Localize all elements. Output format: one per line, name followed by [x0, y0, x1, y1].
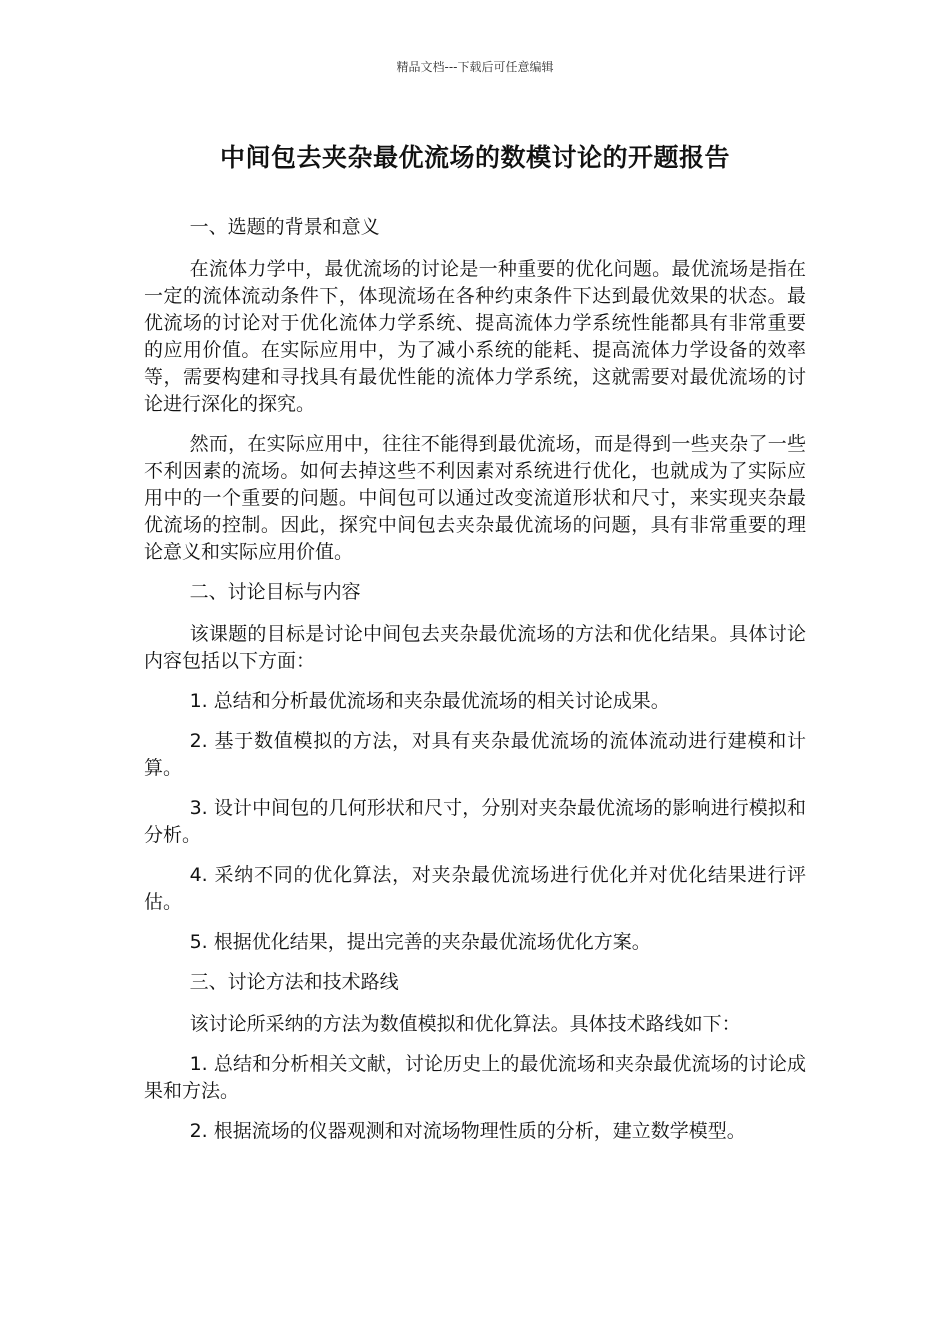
- section-heading-background: 一、选题的背景和意义: [189, 216, 380, 238]
- list-item: 1. 总结和分析最优流场和夹杂最优流场的相关讨论成果。: [189, 690, 670, 712]
- list-item: 5. 根据优化结果，提出完善的夹杂最优流场优化方案。: [189, 931, 651, 953]
- section-heading-goals: 二、讨论目标与内容: [189, 581, 361, 603]
- list-item: 3. 设计中间包的几何形状和尺寸，分别对夹杂最优流场的影响进行模拟和分析。: [144, 797, 806, 846]
- paragraph: 在流体力学中，最优流场的讨论是一种重要的优化问题。最优流场是指在一定的流体流动条件下，体现流场在各种约束条件下达到最优效果的状态。最优流场的讨论对于优化流体力学系统、提高流体力学系统性能都具有非常重要的应用价值。在实际应用中，为了减小系统的能耗、提高流体力学设备的效率等，需要构建和寻找具有最优性能的流体力学系统，这就需要对最优流场的讨论进行深化的探究。: [144, 258, 806, 415]
- section-heading-methods: 三、讨论方法和技术路线: [189, 971, 399, 993]
- paragraph: 该讨论所采纳的方法为数值模拟和优化算法。具体技术路线如下：: [189, 1013, 741, 1035]
- list-item: 4. 采纳不同的优化算法，对夹杂最优流场进行优化并对优化结果进行评估。: [144, 864, 806, 913]
- document-title: 中间包去夹杂最优流场的数模讨论的开题报告: [219, 143, 730, 172]
- list-item: 2. 根据流场的仪器观测和对流场物理性质的分析，建立数学模型。: [189, 1120, 746, 1142]
- paragraph: 该课题的目标是讨论中间包去夹杂最优流场的方法和优化结果。具体讨论内容包括以下方面：: [144, 623, 806, 672]
- paragraph: 然而，在实际应用中，往往不能得到最优流场，而是得到一些夹杂了一些不利因素的流场。如何去掉这些不利因素对系统进行优化，也就成为了实际应用中的一个重要的问题。中间包可以通过改变流道形状和尺寸，来实现夹杂最优流场的控制。因此，探究中间包去夹杂最优流场的问题，具有非常重要的理论意义和实际应用价值。: [144, 433, 806, 563]
- list-item: 1. 总结和分析相关文献，讨论历史上的最优流场和夹杂最优流场的讨论成果和方法。: [144, 1053, 806, 1102]
- document-body: [144, 214, 806, 1158]
- list-item: 2. 基于数值模拟的方法，对具有夹杂最优流场的流体流动进行建模和计算。: [144, 730, 806, 779]
- header-note: 精品文档---下载后可任意编辑: [396, 60, 554, 74]
